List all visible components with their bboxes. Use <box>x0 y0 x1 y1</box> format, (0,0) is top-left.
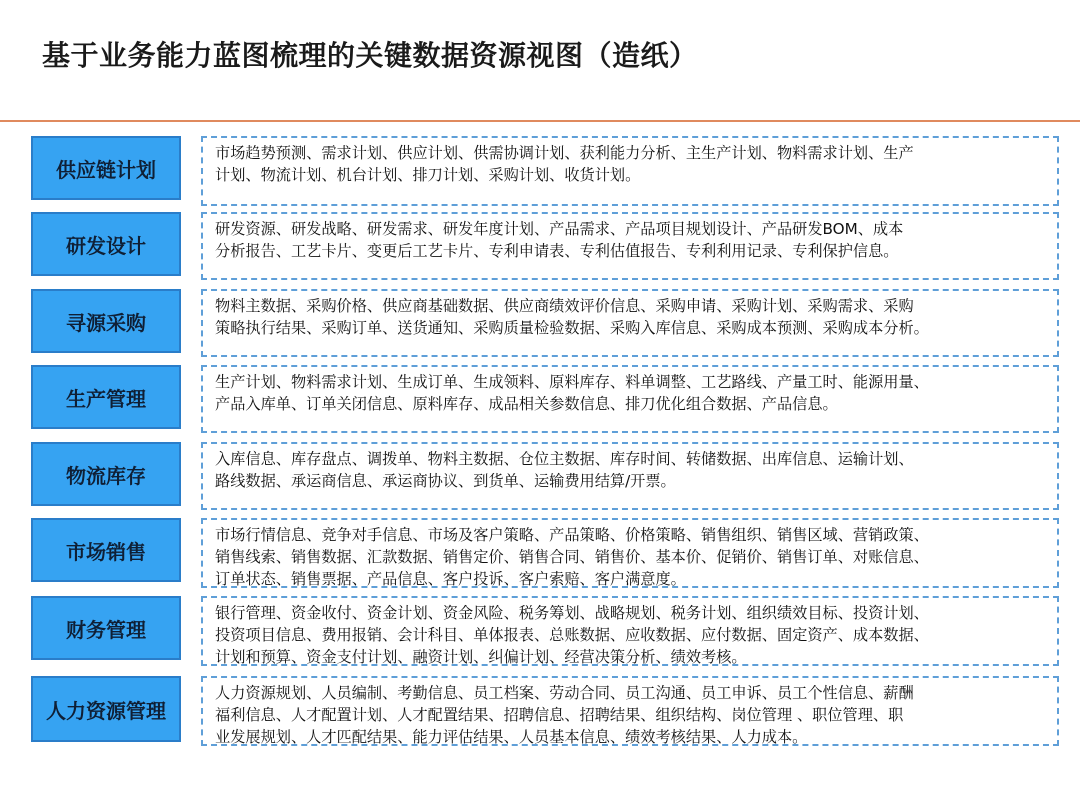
page-title: 基于业务能力蓝图梳理的关键数据资源视图（造纸） <box>42 39 698 72</box>
data-resource-list <box>201 289 1059 357</box>
list-line: 市场趋势预测、需求计划、供应计划、供需协调计划、获利能力分析、主生产计划、物料需求计划、生产 <box>215 144 914 162</box>
category-label: 物流库存 <box>31 442 181 506</box>
list-line: 销售线索、销售数据、汇款数据、销售定价、销售合同、销售价、基本价、促销价、销售订单、对账信息、 <box>215 548 929 566</box>
list-line: 产品入库单、订单关闭信息、原料库存、成品相关参数信息、排刀优化组合数据、产品信息。 <box>215 395 838 413</box>
category-label: 研发设计 <box>31 212 181 276</box>
list-line: 福利信息、人才配置计划、人才配置结果、招聘信息、招聘结果、组织结构、岗位管理 、职位管理、职 <box>215 706 904 724</box>
list-line: 订单状态、销售票据、产品信息、客户投诉、客户索赔、客户满意度。 <box>215 570 686 588</box>
list-line: 业发展规划、人才匹配结果、能力评估结果、人员基本信息、绩效考核结果、人力成本。 <box>215 728 808 746</box>
data-resource-list <box>201 676 1059 746</box>
list-line: 人力资源规划、人员编制、考勤信息、员工档案、劳动合同、员工沟通、员工申诉、员工个性信息、薪酬 <box>215 684 914 702</box>
category-label: 寻源采购 <box>31 289 181 353</box>
list-line: 研发资源、研发战略、研发需求、研发年度计划、产品需求、产品项目规划设计、产品研发BOM、成本 <box>215 220 904 238</box>
list-line: 市场行情信息、竞争对手信息、市场及客户策略、产品策略、价格策略、销售组织、销售区域、营销政策、 <box>215 526 929 544</box>
data-resource-list <box>201 136 1059 206</box>
data-resource-list <box>201 365 1059 433</box>
list-line: 分析报告、工艺卡片、变更后工艺卡片、专利申请表、专利估值报告、专利利用记录、专利保护信息。 <box>215 242 899 260</box>
title-divider <box>0 120 1080 122</box>
category-label: 生产管理 <box>31 365 181 429</box>
list-line: 银行管理、资金收付、资金计划、资金风险、税务筹划、战略规划、税务计划、组织绩效目标、投资计划、 <box>215 604 929 622</box>
data-resource-list <box>201 596 1059 666</box>
list-line: 计划和预算、资金支付计划、融资计划、纠偏计划、经营决策分析、绩效考核。 <box>215 648 747 666</box>
data-resource-list <box>201 518 1059 588</box>
list-line: 投资项目信息、费用报销、会计科目、单体报表、总账数据、应收数据、应付数据、固定资产、成本数据、 <box>215 626 929 644</box>
category-label: 市场销售 <box>31 518 181 582</box>
list-line: 生产计划、物料需求计划、生成订单、生成领料、原料库存、料单调整、工艺路线、产量工时、能源用量、 <box>215 373 929 391</box>
data-resource-list <box>201 212 1059 280</box>
list-line: 计划、物流计划、机台计划、排刀计划、采购计划、收货计划。 <box>215 166 641 184</box>
category-label: 供应链计划 <box>31 136 181 200</box>
data-resource-list <box>201 442 1059 510</box>
list-line: 路线数据、承运商信息、承运商协议、到货单、运输费用结算/开票。 <box>215 472 676 490</box>
list-line: 入库信息、库存盘点、调拨单、物料主数据、仓位主数据、库存时间、转储数据、出库信息、运输计划、 <box>215 450 914 468</box>
list-line: 策略执行结果、采购订单、送货通知、采购质量检验数据、采购入库信息、采购成本预测、采购成本分析。 <box>215 319 929 337</box>
category-label: 财务管理 <box>31 596 181 660</box>
list-line: 物料主数据、采购价格、供应商基础数据、供应商绩效评价信息、采购申请、采购计划、采购需求、采购 <box>215 297 914 315</box>
category-label: 人力资源管理 <box>31 676 181 742</box>
